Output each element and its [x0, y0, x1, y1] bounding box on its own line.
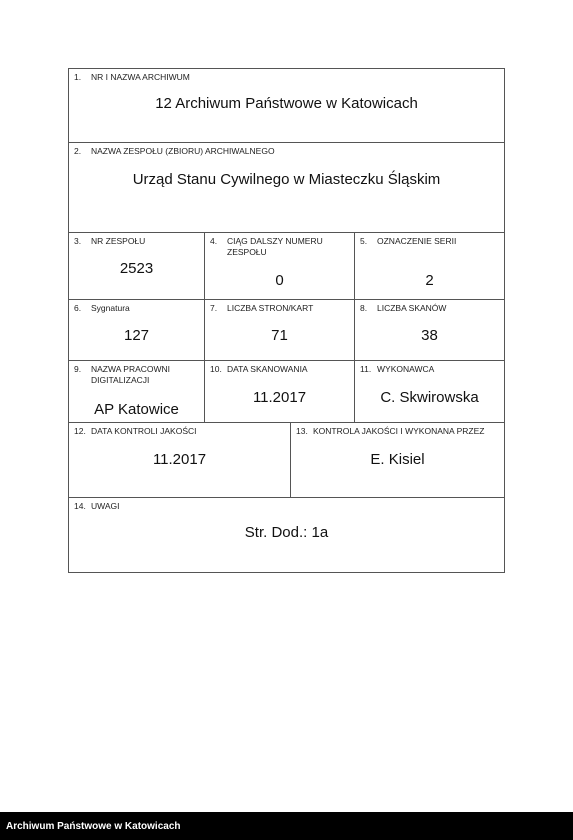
field-scan-date	[205, 361, 355, 423]
field-label: UWAGI	[91, 501, 120, 511]
field-number: 8.	[360, 303, 368, 313]
field-label-line2: DIGITALIZACJI	[91, 375, 150, 385]
field-number: 3.	[74, 236, 82, 246]
field-number: 9.	[74, 364, 82, 374]
field-value: C. Skwirowska	[380, 389, 479, 406]
field-remarks	[69, 498, 505, 573]
field-scan-count	[355, 300, 505, 361]
field-label: NR ZESPOŁU	[91, 236, 146, 246]
field-label: NAZWA ZESPOŁU (ZBIORU) ARCHIWALNEGO	[91, 146, 275, 156]
field-label: KONTROLA JAKOŚCI I WYKONANA PRZEZ	[313, 426, 485, 436]
field-series	[355, 233, 505, 300]
field-label: WYKONAWCA	[377, 364, 435, 374]
field-performer	[355, 361, 505, 423]
field-label: DATA SKANOWANIA	[227, 364, 308, 374]
field-qc-date	[69, 423, 291, 498]
field-page-count	[205, 300, 355, 361]
field-archive	[69, 69, 505, 143]
field-number: 5.	[360, 236, 368, 246]
field-value: 2	[425, 272, 434, 289]
field-number: 14.	[74, 501, 86, 511]
field-fonds-name	[69, 143, 505, 233]
field-label: LICZBA SKANÓW	[377, 303, 447, 313]
field-value: 12 Archiwum Państwowe w Katowicach	[155, 95, 418, 112]
field-label: LICZBA STRON/KART	[227, 303, 314, 313]
field-value: 127	[123, 327, 150, 344]
footer-bar	[0, 812, 573, 840]
field-label: Sygnatura	[91, 303, 130, 313]
field-label: OZNACZENIE SERII	[377, 236, 457, 246]
field-value: 11.2017	[252, 389, 307, 406]
field-value: Str. Dod.: 1a	[244, 524, 329, 541]
field-qc-performer	[291, 423, 505, 498]
field-number: 4.	[210, 236, 218, 246]
field-number: 6.	[74, 303, 82, 313]
field-number: 10.	[210, 364, 222, 374]
field-value: Urząd Stanu Cywilnego w Miasteczku Śląskim	[132, 171, 441, 188]
field-number: 7.	[210, 303, 218, 313]
field-fonds-number-continued	[205, 233, 355, 300]
field-value: 0	[275, 272, 284, 289]
field-fonds-number	[69, 233, 205, 300]
field-label: NR I NAZWA ARCHIWUM	[91, 72, 190, 82]
field-label: NAZWA PRACOWNI	[91, 364, 171, 374]
metadata-form	[68, 68, 505, 573]
field-value: 71	[271, 327, 288, 344]
field-value: E. Kisiel	[370, 451, 425, 468]
field-digitization-lab	[69, 361, 205, 423]
field-number: 12.	[74, 426, 86, 436]
field-value: 38	[421, 327, 438, 344]
field-number: 2.	[74, 146, 82, 156]
field-value: 11.2017	[152, 451, 207, 468]
field-value: 2523	[119, 260, 154, 277]
field-value: AP Katowice	[94, 401, 179, 418]
field-label: DATA KONTROLI JAKOŚCI	[91, 426, 197, 436]
field-label: CIĄG DALSZY NUMERU	[227, 236, 323, 246]
field-signature	[69, 300, 205, 361]
field-number: 1.	[74, 72, 82, 82]
field-number: 11.	[360, 364, 372, 374]
footer-text: Archiwum Państwowe w Katowicach	[6, 821, 181, 832]
field-label-line2: ZESPOŁU	[227, 247, 267, 257]
field-number: 13.	[296, 426, 308, 436]
